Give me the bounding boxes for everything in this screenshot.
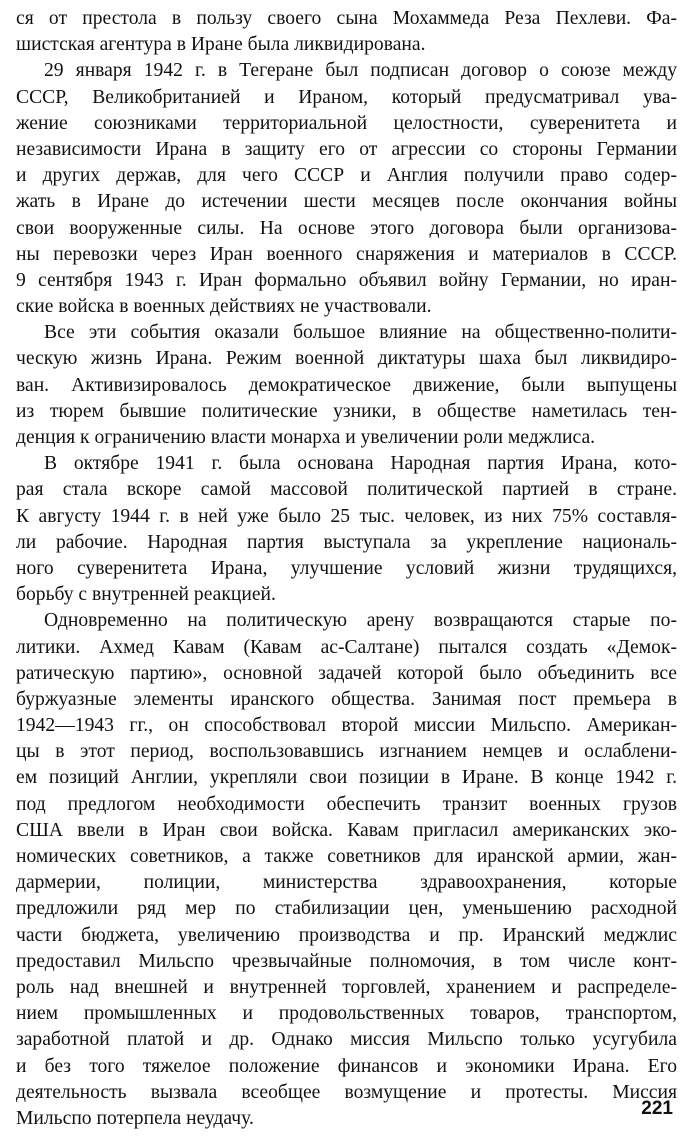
text-line: США ввели в Иран свои войска. Кавам пригласил американских эко- bbox=[16, 819, 677, 841]
text-line: К августу 1944 г. в ней уже было 25 тыс. человек, из них 75% составля- bbox=[16, 505, 677, 527]
text-line: ного суверенитета Ирана, улучшение условий жизни трудящихся, bbox=[16, 557, 677, 579]
paragraph bbox=[16, 608, 677, 1132]
text-line: заработной платой и др. Однако миссия Мильспо только усугубила bbox=[16, 1029, 677, 1051]
text-line: шистская агентура в Иране была ликвидирована. bbox=[16, 34, 426, 56]
text-line: ческую жизнь Ирана. Режим военной диктатуры шаха был ликвидиро- bbox=[16, 348, 677, 370]
text-line: борьбу с внутренней реакцией. bbox=[16, 584, 276, 606]
text-line: части бюджета, увеличению производства и пр. Иранский меджлис bbox=[16, 924, 677, 946]
body-text bbox=[16, 6, 677, 1132]
text-line: и без того тяжелое положение финансов и экономики Ирана. Его bbox=[16, 1055, 677, 1077]
text-line: 9 сентября 1943 г. Иран формально объявил войну Германии, но иран- bbox=[16, 269, 677, 291]
text-line: литики. Ахмед Кавам (Кавам ас-Салтане) пытался создать «Демок- bbox=[16, 636, 677, 658]
paragraph bbox=[16, 451, 677, 608]
text-line: цы в этот период, воспользовавшись изгнанием немцев и ослаблени- bbox=[16, 741, 677, 763]
page-number: 221 bbox=[641, 1098, 673, 1119]
text-line: ем позиций Англии, укрепляли свои позиции в Иране. В конце 1942 г. bbox=[16, 767, 677, 789]
text-line: В октябре 1941 г. была основана Народная партия Ирана, кото- bbox=[44, 453, 677, 475]
text-line: ратическую партию», основной задачей которой было объединить все bbox=[16, 662, 677, 684]
text-line: 29 января 1942 г. в Тегеране был подписан договор о союзе между bbox=[44, 60, 677, 82]
text-line: нием промышленных и продовольственных товаров, транспортом, bbox=[16, 1003, 677, 1025]
paragraph bbox=[16, 320, 677, 451]
text-line: Мильспо потерпела неудачу. bbox=[16, 1107, 254, 1129]
text-line: независимости Ирана в защиту его от агрессии со стороны Германии bbox=[16, 138, 677, 160]
text-line: дармерии, полиции, министерства здравоохранения, которые bbox=[16, 872, 677, 894]
text-line: жение союзниками территориальной целостности, суверенитета и bbox=[16, 112, 677, 134]
text-line: предложили ряд мер по стабилизации цен, уменьшению расходной bbox=[16, 898, 677, 920]
text-line: Все эти события оказали большое влияние на общественно-полити- bbox=[44, 322, 677, 344]
text-line: под предлогом необходимости обеспечить транзит военных грузов bbox=[16, 793, 677, 815]
text-line: ся от престола в пользу своего сына Мохаммеда Реза Пехлеви. Фа- bbox=[16, 8, 677, 29]
text-line: ли рабочие. Народная партия выступала за укрепление националь- bbox=[16, 531, 677, 553]
text-line: ван. Активизировалось демократическое движение, были выпущены bbox=[16, 374, 677, 396]
text-line: 1942—1943 гг., он способствовал второй миссии Мильспо. Американ- bbox=[16, 715, 677, 737]
text-line: из тюрем бывшие политические узники, в обществе наметилась тен- bbox=[16, 400, 677, 422]
text-line: деятельность вызвала всеобщее возмущение и протесты. Миссия bbox=[16, 1081, 677, 1103]
text-line: ские войска в военных действиях не участвовали. bbox=[16, 296, 432, 318]
text-line: жать в Иране до истечении шести месяцев после окончания войны bbox=[16, 191, 677, 213]
text-line: буржуазные элементы иранского общества. Занимая пост премьера в bbox=[16, 688, 677, 710]
paragraph bbox=[16, 6, 677, 58]
text-line: ны перевозки через Иран военного снаряжения и материалов в СССР. bbox=[16, 243, 677, 265]
paragraph bbox=[16, 58, 677, 320]
text-line: Одновременно на политическую арену возвращаются старые по- bbox=[44, 610, 677, 632]
text-line: предоставил Мильспо чрезвычайные полномочия, в том числе конт- bbox=[16, 950, 677, 972]
text-line: свои вооруженные силы. На основе этого договора были организова- bbox=[16, 217, 677, 239]
text-line: номических советников, а также советников для иранской армии, жан- bbox=[16, 846, 677, 867]
text-line: денция к ограничению власти монарха и увеличении роли меджлиса. bbox=[16, 427, 596, 448]
text-line: СССР, Великобританией и Ираном, который предусматривал ува- bbox=[16, 86, 677, 108]
text-line: рая стала вскоре самой массовой политической партией в стране. bbox=[16, 479, 677, 501]
text-line: и других держав, для чего СССР и Англия получили право содер- bbox=[16, 165, 677, 187]
text-line: роль над внешней и внутренней торговлей, хранением и распределе- bbox=[16, 976, 677, 998]
